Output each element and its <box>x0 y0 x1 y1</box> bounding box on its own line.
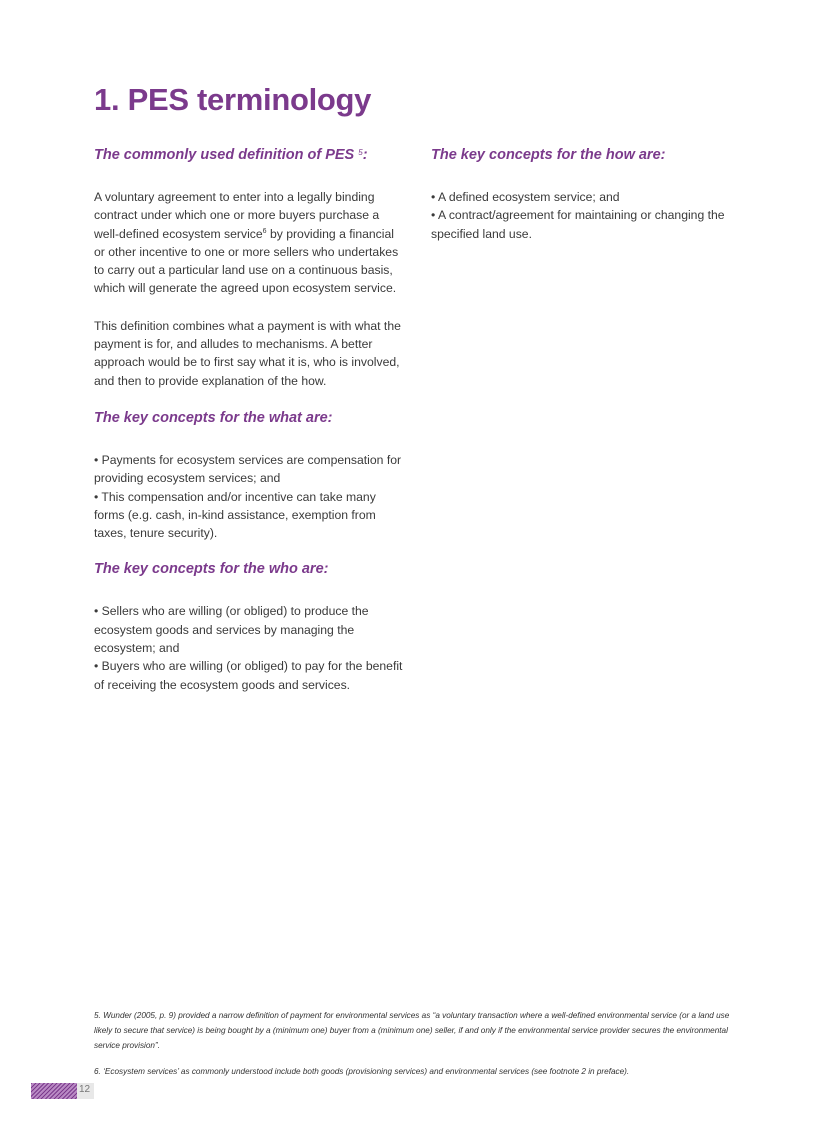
who-section <box>94 560 404 693</box>
left-column <box>94 146 404 712</box>
who-bullet-1: • Sellers who are willing (or obliged) to produce the ecosystem goods and services by managing the ecosystem; and <box>94 604 369 656</box>
how-bullet-2: • A contract/agreement for maintaining or changing the specified land use. <box>431 208 725 241</box>
footnotes <box>94 1008 734 1090</box>
right-column <box>431 146 731 261</box>
how-section <box>431 146 731 243</box>
who-bullet-2: • Buyers who are willing (or obliged) to pay for the benefit of receiving the ecosystem goods and services. <box>94 659 403 692</box>
how-bullet-1: • A defined ecosystem service; and <box>431 190 620 204</box>
definition-heading-text: The commonly used definition of PES <box>94 147 355 163</box>
page-marker-bar <box>31 1083 77 1099</box>
definition-text-a: A voluntary agreement to enter into a legally binding contract under which one or more buyers purchase a well-defined ecosystem service <box>94 190 380 241</box>
what-section <box>94 409 404 542</box>
footnote-ref-6[interactable]: 6 <box>262 227 267 235</box>
definition-heading-colon: : <box>362 147 368 163</box>
how-heading: The key concepts for the how are: <box>431 147 666 163</box>
footnote-6: 6. ‘Ecosystem services’ as commonly understood include both goods (provisioning services) and environmental services (see footnote 2 in preface). <box>94 1067 630 1076</box>
what-bullet-1: • Payments for ecosystem services are compensation for providing ecosystem services; and <box>94 452 402 486</box>
definition-heading <box>94 146 404 164</box>
definition-paragraph <box>94 188 404 298</box>
what-heading: The key concepts for the what are: <box>94 409 333 426</box>
who-heading: The key concepts for the who are: <box>94 561 329 578</box>
what-bullet-2: • This compensation and/or incentive can take many forms (e.g. cash, in-kind assistance, exemption from taxes, tenure security). <box>94 489 376 541</box>
footnote-5: 5. Wunder (2005, p. 9) provided a narrow definition of payment for environmental services as “a voluntary transaction where a well-defined environmental service (or a land use likely to secure that service) is being bought by a (minimum one) buyer from a (minimum one) seller, if and only if the environmental service provider secures the environmental service provision”. <box>94 1011 730 1050</box>
definition-text-b: by providing a financial or other incentive to one or more sellers who undertakes to carry out a particular land use on a continuous basis, which will generate the agreed upon ecosystem service. <box>94 226 399 296</box>
combination-paragraph: This definition combines what a payment is with what the payment is for, and alludes to mechanisms. A better approach would be to first say what it is, who is involved, and then to provide explanation of the how. <box>94 318 401 388</box>
page-number: 12 <box>79 1084 91 1095</box>
definition-section <box>94 146 404 390</box>
page-title: 1. PES terminology <box>94 82 372 117</box>
footnote-ref-5[interactable]: 5 <box>358 148 363 157</box>
